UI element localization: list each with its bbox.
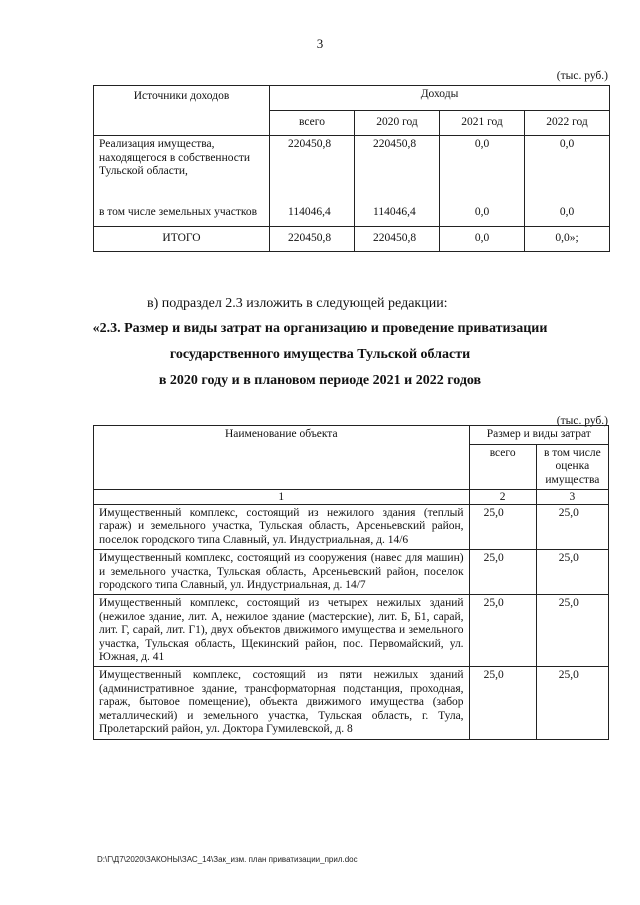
object-cost-appraisal: 25,0 bbox=[536, 667, 608, 739]
object-cost-appraisal: 25,0 bbox=[536, 595, 608, 667]
costs-table bbox=[93, 425, 609, 740]
object-name: Имущественный комплекс, состоящий из нежилого здания (теплый гараж) и земельного участка, Тульская область, Арсеньевский район, поселок городского типа Славный, ул. Индустриальная, д. 14/6 bbox=[94, 505, 470, 550]
cost-header: Размер и виды затрат bbox=[469, 426, 608, 445]
row-main-total: 220450,8 bbox=[288, 138, 332, 150]
page-number: 3 bbox=[316, 36, 324, 51]
object-name: Имущественный комплекс, состоящий из сооружения (навес для машин) и земельного участка, Тульская область, Арсеньевский район, поселок городского типа Славный, ул. Индустриальная, д. 14/7 bbox=[94, 550, 470, 595]
object-cost-total: 25,0 bbox=[469, 550, 536, 595]
object-cost-total: 25,0 bbox=[469, 667, 536, 739]
subheader-2021: 2021 год bbox=[440, 111, 525, 136]
row-land-2020: 114046,4 bbox=[373, 205, 416, 218]
row-main-2021: 0,0 bbox=[474, 138, 490, 150]
table-cell bbox=[440, 136, 525, 227]
row-main-label: Реализация имущества, находящегося в собственности Тульской области, bbox=[99, 138, 251, 177]
row-land-2021: 0,0 bbox=[474, 205, 490, 218]
object-cost-total: 25,0 bbox=[469, 505, 536, 550]
row-land-2022: 0,0 bbox=[559, 205, 575, 218]
row-land-total: 114046,4 bbox=[288, 205, 331, 218]
column-number-3: 3 bbox=[536, 490, 608, 505]
table-row bbox=[94, 595, 609, 667]
subheader-2022: 2022 год bbox=[525, 111, 610, 136]
amendment-paragraph: в) подраздел 2.3 изложить в следующей редакции: bbox=[147, 296, 448, 311]
table-row bbox=[94, 667, 609, 739]
row-main-2022: 0,0 bbox=[559, 138, 575, 150]
subheader-total: всего bbox=[270, 111, 355, 136]
total-2022: 0,0»; bbox=[525, 227, 610, 252]
table-cell bbox=[270, 136, 355, 227]
cost-appraisal-header: в том числе оценка имущества bbox=[536, 444, 608, 490]
section-heading-line-1: «2.3. Размер и виды затрат на организацию и проведение приватизации bbox=[92, 321, 548, 336]
object-name: Имущественный комплекс, состоящий из пяти нежилых зданий (административное здание, трансформаторная подстанция, проходная, гараж, бытовое помещение), объекта движимого имущества (забор металлический) и земельного участка, Тульская область, г. Тула, Пролетарский район, ул. Доктора Гумилевской, д. 8 bbox=[94, 667, 470, 739]
total-2020: 220450,8 bbox=[355, 227, 440, 252]
row-land-label: в том числе земельных участков bbox=[99, 205, 258, 218]
object-name: Имущественный комплекс, состоящий из четырех нежилых зданий (нежилое здание, лит. А, нежилое здание (мастерские), лит. Б, Б1, сарай, лит. Г, сарай, лит. Г1), двух объектов движимого имущества и земельного участка, Тульская область, Щекинский район, пос. Первомайский, ул. Южная, д. 41 bbox=[94, 595, 470, 667]
total-label: ИТОГО bbox=[94, 227, 270, 252]
table-row-label bbox=[94, 136, 270, 227]
section-heading-line-2: государственного имущества Тульской области bbox=[169, 347, 471, 362]
income-table bbox=[93, 85, 610, 252]
total-all: 220450,8 bbox=[270, 227, 355, 252]
object-name-header: Наименование объекта bbox=[94, 426, 470, 490]
cost-total-header: всего bbox=[469, 444, 536, 490]
object-cost-appraisal: 25,0 bbox=[536, 505, 608, 550]
file-path-footer: D:\Г\Д7\2020\ЗАКОНЫ\ЗАС_14\Зак_изм. план приватизации_прил.doc bbox=[97, 855, 358, 864]
table-cell bbox=[355, 136, 440, 227]
total-2021: 0,0 bbox=[440, 227, 525, 252]
section-heading-line-3: в 2020 году и в плановом периоде 2021 и 2022 годов bbox=[158, 373, 482, 388]
income-header: Доходы bbox=[270, 86, 610, 111]
column-number-2: 2 bbox=[469, 490, 536, 505]
object-cost-appraisal: 25,0 bbox=[536, 550, 608, 595]
object-cost-total: 25,0 bbox=[469, 595, 536, 667]
column-number-1: 1 bbox=[94, 490, 470, 505]
table-cell bbox=[525, 136, 610, 227]
table-row bbox=[94, 550, 609, 595]
table2-unit-label: (тыс. руб.) bbox=[556, 415, 608, 427]
row-main-2020: 220450,8 bbox=[373, 138, 417, 150]
subheader-2020: 2020 год bbox=[355, 111, 440, 136]
income-sources-header: Источники доходов bbox=[94, 86, 270, 136]
table-row bbox=[94, 505, 609, 550]
table1-unit-label: (тыс. руб.) bbox=[556, 70, 608, 82]
